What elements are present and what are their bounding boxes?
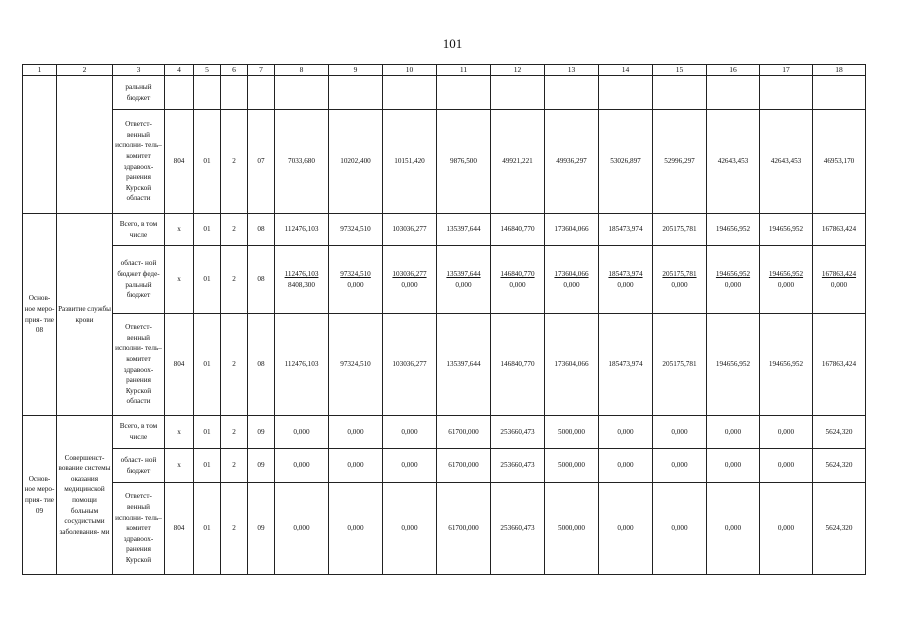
amount-cell: 10151,420 [383, 110, 437, 214]
grbs-code-cell: x [165, 214, 194, 246]
amount-cell [545, 76, 599, 110]
amount-cell: 0,000 [383, 449, 437, 483]
grbs-code-cell: x [165, 449, 194, 483]
amount-cell: 253660,473 [491, 483, 545, 575]
amount-cell [599, 246, 653, 314]
amount-cell: 7033,680 [275, 110, 329, 214]
funding-source-cell: Всего, в том числе [113, 416, 165, 449]
grbs-code-cell: x [165, 246, 194, 314]
amount-cell: 46953,170 [813, 110, 866, 214]
amount-cell: 9876,500 [437, 110, 491, 214]
amount-cell [653, 76, 707, 110]
amount-cell: 52996,297 [653, 110, 707, 214]
funding-source-cell: област- ной бюджет [113, 449, 165, 483]
column-number-row [23, 65, 866, 76]
program-cell: Развитие службы крови [57, 214, 113, 416]
amount-federal: 0,000 [509, 280, 526, 289]
column-number: 7 [248, 65, 275, 76]
amount-cell: 42643,453 [760, 110, 813, 214]
amount-cell: 185473,974 [599, 214, 653, 246]
section-code-cell [194, 76, 221, 110]
activity-code-cell: 07 [248, 110, 275, 214]
column-number: 5 [194, 65, 221, 76]
amount-cell: 0,000 [653, 449, 707, 483]
amount-cell: 194656,952 [760, 314, 813, 416]
funding-source-cell: Всего, в том числе [113, 214, 165, 246]
amount-cell: 194656,952 [707, 214, 760, 246]
amount-cell: 42643,453 [707, 110, 760, 214]
amount-cell: 5624,320 [813, 449, 866, 483]
column-number: 3 [113, 65, 165, 76]
amount-cell: 5624,320 [813, 483, 866, 575]
amount-cell [599, 76, 653, 110]
subprogram-code-cell: 2 [221, 416, 248, 449]
amount-cell: 0,000 [329, 483, 383, 575]
column-number: 6 [221, 65, 248, 76]
column-number: 8 [275, 65, 329, 76]
amount-cell [760, 76, 813, 110]
subprogram-code-cell: 2 [221, 110, 248, 214]
column-number: 15 [653, 65, 707, 76]
amount-regional: 194656,952 [768, 269, 804, 278]
amount-cell: 5000,000 [545, 416, 599, 449]
amount-cell [437, 246, 491, 314]
amount-cell: 146840,770 [491, 214, 545, 246]
amount-regional: 167863,424 [821, 269, 857, 278]
amount-cell [383, 246, 437, 314]
amount-cell: 112476,103 [275, 314, 329, 416]
grbs-code-cell: x [165, 416, 194, 449]
amount-cell [545, 246, 599, 314]
budget-table [22, 64, 866, 575]
column-number: 18 [813, 65, 866, 76]
amount-cell [383, 76, 437, 110]
amount-cell: 0,000 [760, 416, 813, 449]
amount-federal: 0,000 [401, 280, 418, 289]
amount-federal: 0,000 [563, 280, 580, 289]
amount-cell: 53026,897 [599, 110, 653, 214]
amount-cell [760, 246, 813, 314]
table-row [23, 416, 866, 449]
amount-regional: 135397,644 [446, 269, 481, 278]
amount-cell [813, 76, 866, 110]
subprogram-code-cell: 2 [221, 214, 248, 246]
amount-cell [275, 246, 329, 314]
table-row [23, 214, 866, 246]
amount-regional: 173604,066 [554, 269, 589, 278]
section-code-cell: 01 [194, 110, 221, 214]
amount-federal: 8408,300 [288, 280, 315, 289]
amount-cell: 194656,952 [760, 214, 813, 246]
column-number: 13 [545, 65, 599, 76]
amount-cell: 0,000 [599, 416, 653, 449]
amount-cell: 0,000 [383, 483, 437, 575]
amount-cell: 103036,277 [383, 314, 437, 416]
amount-cell: 0,000 [329, 449, 383, 483]
activity-code-cell: 09 [248, 483, 275, 575]
amount-regional: 205175,781 [662, 269, 697, 278]
activity-code-cell: 08 [248, 246, 275, 314]
grbs-code-cell: 804 [165, 314, 194, 416]
table-row [23, 314, 866, 416]
column-number: 10 [383, 65, 437, 76]
amount-cell [491, 246, 545, 314]
amount-regional: 112476,103 [284, 269, 319, 278]
subprogram-code-cell: 2 [221, 483, 248, 575]
amount-cell: 253660,473 [491, 449, 545, 483]
column-number: 1 [23, 65, 57, 76]
amount-federal: 0,000 [671, 280, 688, 289]
section-code-cell: 01 [194, 314, 221, 416]
amount-cell: 0,000 [760, 483, 813, 575]
subprogram-code-cell [221, 76, 248, 110]
amount-cell: 0,000 [707, 416, 760, 449]
page-number: 101 [442, 36, 463, 51]
funding-source-cell: Ответст- венный исполни- тель– комитет здравоох- ранения Курской [113, 483, 165, 575]
section-code-cell: 01 [194, 416, 221, 449]
activity-code-cell: 09 [248, 416, 275, 449]
section-code-cell: 01 [194, 214, 221, 246]
amount-regional: 97324,510 [340, 269, 371, 278]
amount-cell: 49921,221 [491, 110, 545, 214]
amount-cell [329, 246, 383, 314]
amount-cell [707, 76, 760, 110]
amount-cell: 49936,297 [545, 110, 599, 214]
column-number: 9 [329, 65, 383, 76]
amount-cell [437, 76, 491, 110]
table-row [23, 76, 866, 110]
funding-source-cell: област- ной бюджет феде- ральный бюджет [113, 246, 165, 314]
section-code-cell: 01 [194, 449, 221, 483]
amount-cell: 194656,952 [707, 314, 760, 416]
subprogram-code-cell: 2 [221, 449, 248, 483]
grbs-code-cell [165, 76, 194, 110]
amount-cell: 205175,781 [653, 214, 707, 246]
amount-cell: 0,000 [599, 483, 653, 575]
amount-cell: 0,000 [329, 416, 383, 449]
subprogram-code-cell: 2 [221, 246, 248, 314]
table-row [23, 449, 866, 483]
amount-cell [329, 76, 383, 110]
column-number: 12 [491, 65, 545, 76]
amount-cell: 5000,000 [545, 449, 599, 483]
amount-cell: 5000,000 [545, 483, 599, 575]
amount-cell: 0,000 [275, 483, 329, 575]
column-number: 17 [760, 65, 813, 76]
amount-cell: 0,000 [653, 416, 707, 449]
activity-cell: Основ- ное меро- прия- тие 08 [23, 214, 57, 416]
amount-cell: 0,000 [275, 416, 329, 449]
column-number: 4 [165, 65, 194, 76]
amount-cell: 205175,781 [653, 314, 707, 416]
amount-regional: 103036,277 [392, 269, 427, 278]
amount-cell: 5624,320 [813, 416, 866, 449]
subprogram-code-cell: 2 [221, 314, 248, 416]
amount-federal: 0,000 [724, 280, 742, 289]
amount-cell: 0,000 [383, 416, 437, 449]
amount-cell: 173604,066 [545, 214, 599, 246]
amount-cell: 61700,000 [437, 483, 491, 575]
amount-cell: 103036,277 [383, 214, 437, 246]
amount-cell [491, 76, 545, 110]
amount-cell [275, 76, 329, 110]
table-row [23, 483, 866, 575]
section-code-cell: 01 [194, 483, 221, 575]
amount-cell: 253660,473 [491, 416, 545, 449]
amount-federal: 0,000 [777, 280, 795, 289]
program-cell [57, 76, 113, 214]
amount-federal: 0,000 [347, 280, 364, 289]
amount-cell: 10202,400 [329, 110, 383, 214]
amount-regional: 185473,974 [608, 269, 643, 278]
amount-cell [653, 246, 707, 314]
table-row [23, 110, 866, 214]
amount-cell: 97324,510 [329, 314, 383, 416]
amount-federal: 0,000 [455, 280, 472, 289]
amount-cell: 0,000 [707, 483, 760, 575]
grbs-code-cell: 804 [165, 483, 194, 575]
column-number: 16 [707, 65, 760, 76]
amount-cell [707, 246, 760, 314]
amount-cell: 0,000 [275, 449, 329, 483]
table-row [23, 246, 866, 314]
amount-cell: 146840,770 [491, 314, 545, 416]
amount-cell: 97324,510 [329, 214, 383, 246]
amount-regional: 194656,952 [715, 269, 751, 278]
amount-cell: 0,000 [599, 449, 653, 483]
activity-code-cell: 08 [248, 214, 275, 246]
column-number: 2 [57, 65, 113, 76]
amount-cell: 173604,066 [545, 314, 599, 416]
amount-cell: 135397,644 [437, 314, 491, 416]
amount-cell: 61700,000 [437, 449, 491, 483]
amount-cell: 135397,644 [437, 214, 491, 246]
activity-code-cell: 08 [248, 314, 275, 416]
amount-cell: 167863,424 [813, 214, 866, 246]
activity-cell: Основ- ное меро- прия- тие 09 [23, 416, 57, 575]
amount-regional: 146840,770 [500, 269, 535, 278]
grbs-code-cell: 804 [165, 110, 194, 214]
amount-cell: 167863,424 [813, 314, 866, 416]
column-number: 14 [599, 65, 653, 76]
amount-cell: 185473,974 [599, 314, 653, 416]
amount-cell: 61700,000 [437, 416, 491, 449]
funding-source-cell: ральный бюджет [113, 76, 165, 110]
amount-cell: 0,000 [653, 483, 707, 575]
activity-cell [23, 76, 57, 214]
column-number: 11 [437, 65, 491, 76]
activity-code-cell [248, 76, 275, 110]
funding-source-cell: Ответст- венный исполни- тель– комитет здравоох- ранения Курской области [113, 110, 165, 214]
amount-cell: 0,000 [707, 449, 760, 483]
funding-source-cell: Ответст- венный исполни- тель– комитет здравоох- ранения Курской области [113, 314, 165, 416]
amount-cell: 0,000 [760, 449, 813, 483]
section-code-cell: 01 [194, 246, 221, 314]
amount-federal: 0,000 [617, 280, 634, 289]
activity-code-cell: 09 [248, 449, 275, 483]
amount-cell [813, 246, 866, 314]
amount-federal: 0,000 [830, 280, 848, 289]
amount-cell: 112476,103 [275, 214, 329, 246]
program-cell: Совершенст- вование системы оказания медицинской помощи больным сосудистыми заболевания- ми [57, 416, 113, 575]
